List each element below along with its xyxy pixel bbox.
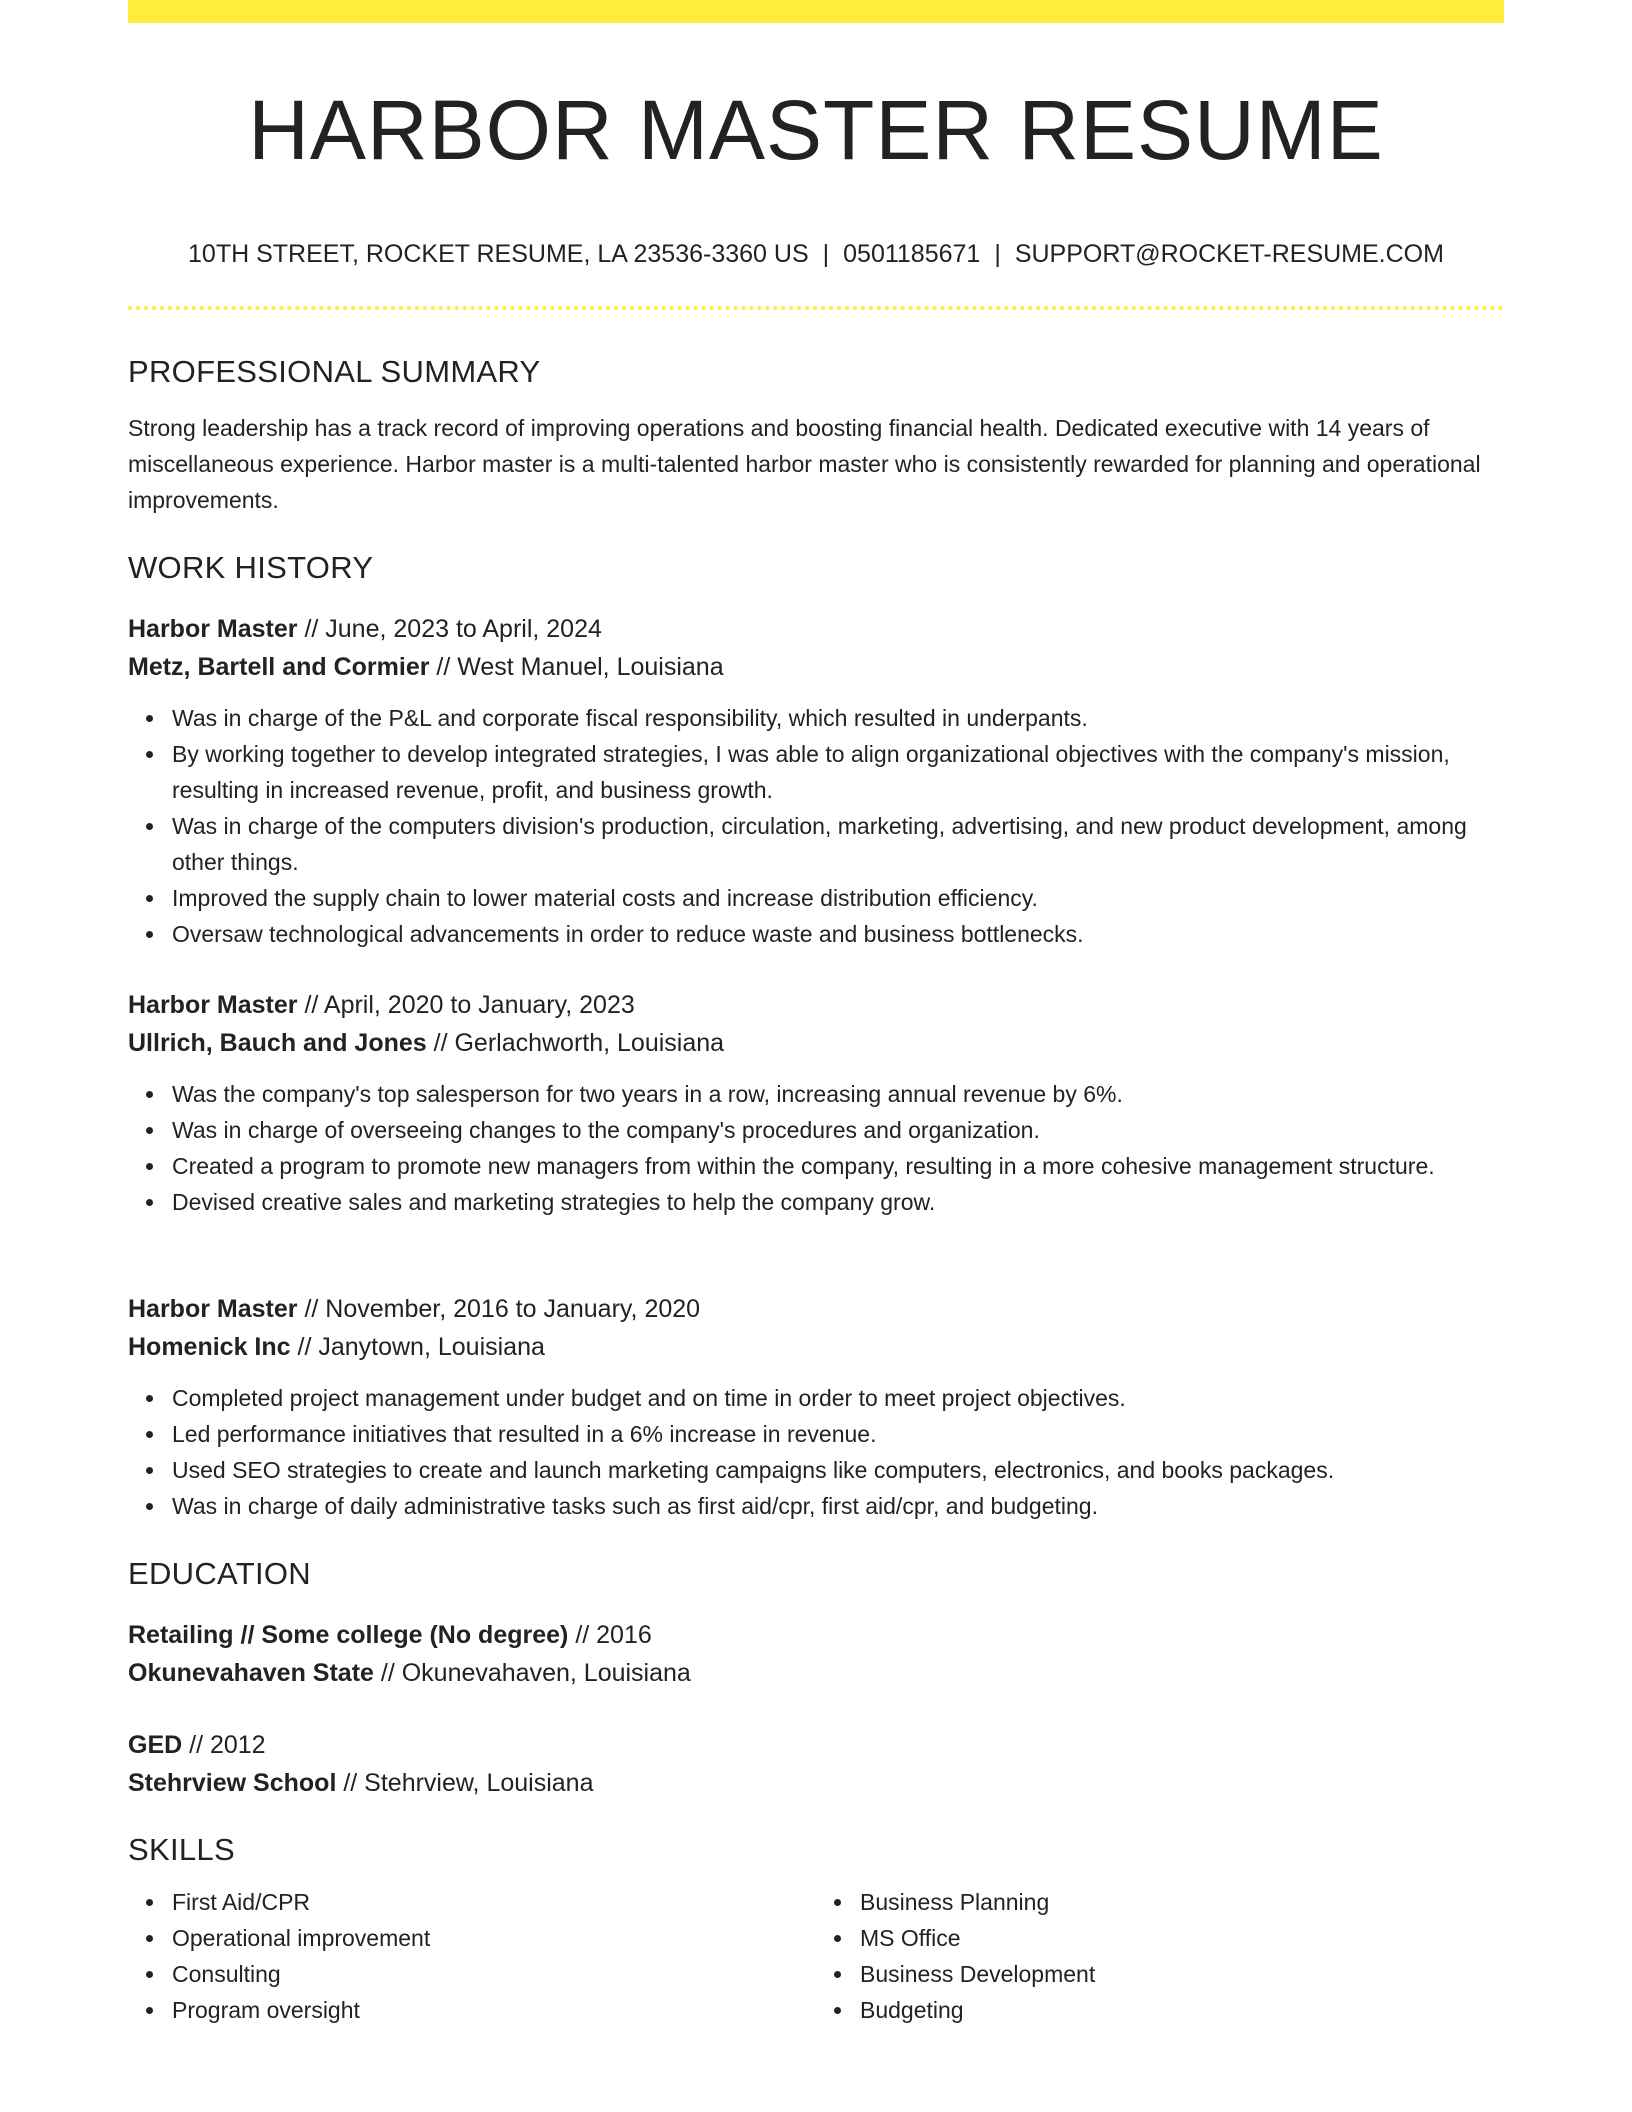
job-role: Harbor Master xyxy=(128,991,298,1019)
job-company: Ullrich, Bauch and Jones xyxy=(128,1029,427,1057)
contact-line xyxy=(128,236,1504,272)
job-bullet: Was the company's top salesperson for two years in a row, increasing annual revenue by 6%. xyxy=(172,1076,1504,1112)
skill-item: Budgeting xyxy=(860,1992,1504,2028)
summary-text: Strong leadership has a track record of improving operations and boosting financial health. Dedicated executive with 14 years of miscellaneous experience. Harbor master is a multi-talented harbor master who is consistently rewarded for planning and operational improvements. xyxy=(128,415,1481,513)
contact-email: SUPPORT@ROCKET-RESUME.COM xyxy=(1014,240,1444,268)
job-location: // Janytown, Louisiana xyxy=(290,1333,545,1361)
resume-title: HARBOR MASTER RESUME xyxy=(248,83,1384,177)
contact-phone: 0501185671 xyxy=(843,240,981,268)
skill-item: Business Planning xyxy=(860,1884,1504,1920)
contact-address: 10TH STREET, ROCKET RESUME, LA 23536-3360 US xyxy=(188,240,809,268)
job-bullet: By working together to develop integrated strategies, I was able to align organizational objectives with the company's mission, resulting in increased revenue, profit, and business growth. xyxy=(172,736,1504,808)
education-degree-line xyxy=(128,1726,1504,1764)
job-title-line xyxy=(128,1290,1504,1328)
education-entry xyxy=(128,1726,1504,1802)
contact-separator: | xyxy=(994,240,1001,268)
skills-columns xyxy=(128,1884,1504,2028)
education-degree: Retailing // Some college (No degree) xyxy=(128,1621,569,1649)
job-bullet: Devised creative sales and marketing strategies to help the company grow. xyxy=(172,1184,1504,1220)
work-history-heading-block xyxy=(128,548,1504,588)
accent-top-bar xyxy=(128,0,1504,23)
job-title-line xyxy=(128,610,1504,648)
job-bullets xyxy=(172,1076,1504,1220)
job-entry xyxy=(128,1290,1504,1524)
job-dates: // June, 2023 to April, 2024 xyxy=(297,615,602,643)
job-bullet: Was in charge of daily administrative tasks such as first aid/cpr, first aid/cpr, and budgeting. xyxy=(172,1488,1504,1524)
skills-list-right xyxy=(860,1884,1504,2028)
job-role: Harbor Master xyxy=(128,1295,298,1323)
skill-item: Program oversight xyxy=(172,1992,816,2028)
job-bullet: Was in charge of overseeing changes to the company's procedures and organization. xyxy=(172,1112,1504,1148)
job-bullets xyxy=(172,1380,1504,1524)
work-history-heading: WORK HISTORY xyxy=(128,550,374,585)
education-degree: GED xyxy=(128,1731,183,1759)
job-company-line xyxy=(128,1024,1504,1062)
job-bullet: Completed project management under budget and on time in order to meet project objectives. xyxy=(172,1380,1504,1416)
skills-heading: SKILLS xyxy=(128,1832,235,1867)
education-school-line xyxy=(128,1654,1504,1692)
job-location: // Gerlachworth, Louisiana xyxy=(426,1029,725,1057)
job-title-line xyxy=(128,986,1504,1024)
job-location: // West Manuel, Louisiana xyxy=(429,653,724,681)
job-bullet: Led performance initiatives that resulted in a 6% increase in revenue. xyxy=(172,1416,1504,1452)
skills-section xyxy=(128,1830,1504,2028)
job-entry xyxy=(128,986,1504,1220)
job-bullet: Was in charge of the P&L and corporate fiscal responsibility, which resulted in underpants. xyxy=(172,700,1504,736)
job-dates: // November, 2016 to January, 2020 xyxy=(297,1295,701,1323)
education-school: Stehrview School xyxy=(128,1769,337,1797)
job-company-line xyxy=(128,648,1504,686)
job-bullet: Was in charge of the computers division's production, circulation, marketing, advertising, and new product development, among other things. xyxy=(172,808,1504,880)
skill-item: Consulting xyxy=(172,1956,816,1992)
summary-section xyxy=(128,352,1504,518)
contact-separator: | xyxy=(822,240,830,268)
education-heading-block xyxy=(128,1554,1504,1594)
job-dates: // April, 2020 to January, 2023 xyxy=(297,991,635,1019)
skills-list-left xyxy=(172,1884,816,2028)
job-bullets xyxy=(172,700,1504,952)
job-bullet: Created a program to promote new managers from within the company, resulting in a more cohesive management structure. xyxy=(172,1148,1504,1184)
education-degree-line xyxy=(128,1616,1504,1654)
job-bullet: Improved the supply chain to lower material costs and increase distribution efficiency. xyxy=(172,880,1504,916)
dotted-divider xyxy=(128,306,1504,310)
education-year: // 2012 xyxy=(182,1731,266,1759)
job-role: Harbor Master xyxy=(128,615,298,643)
education-year: // 2016 xyxy=(568,1621,652,1649)
summary-heading: PROFESSIONAL SUMMARY xyxy=(128,354,541,389)
job-bullet: Used SEO strategies to create and launch marketing campaigns like computers, electronics, and books packages. xyxy=(172,1452,1504,1488)
education-entry xyxy=(128,1616,1504,1692)
education-school: Okunevahaven State xyxy=(128,1659,374,1687)
job-company: Homenick Inc xyxy=(128,1333,291,1361)
skill-item: Business Development xyxy=(860,1956,1504,1992)
education-school-line xyxy=(128,1764,1504,1802)
education-heading: EDUCATION xyxy=(128,1556,311,1591)
skill-item: MS Office xyxy=(860,1920,1504,1956)
job-bullet: Oversaw technological advancements in order to reduce waste and business bottlenecks. xyxy=(172,916,1504,952)
education-location: // Stehrview, Louisiana xyxy=(336,1769,594,1797)
job-company: Metz, Bartell and Cormier xyxy=(128,653,430,681)
skill-item: First Aid/CPR xyxy=(172,1884,816,1920)
job-company-line xyxy=(128,1328,1504,1366)
job-entry xyxy=(128,610,1504,952)
skill-item: Operational improvement xyxy=(172,1920,816,1956)
education-location: // Okunevahaven, Louisiana xyxy=(373,1659,691,1687)
